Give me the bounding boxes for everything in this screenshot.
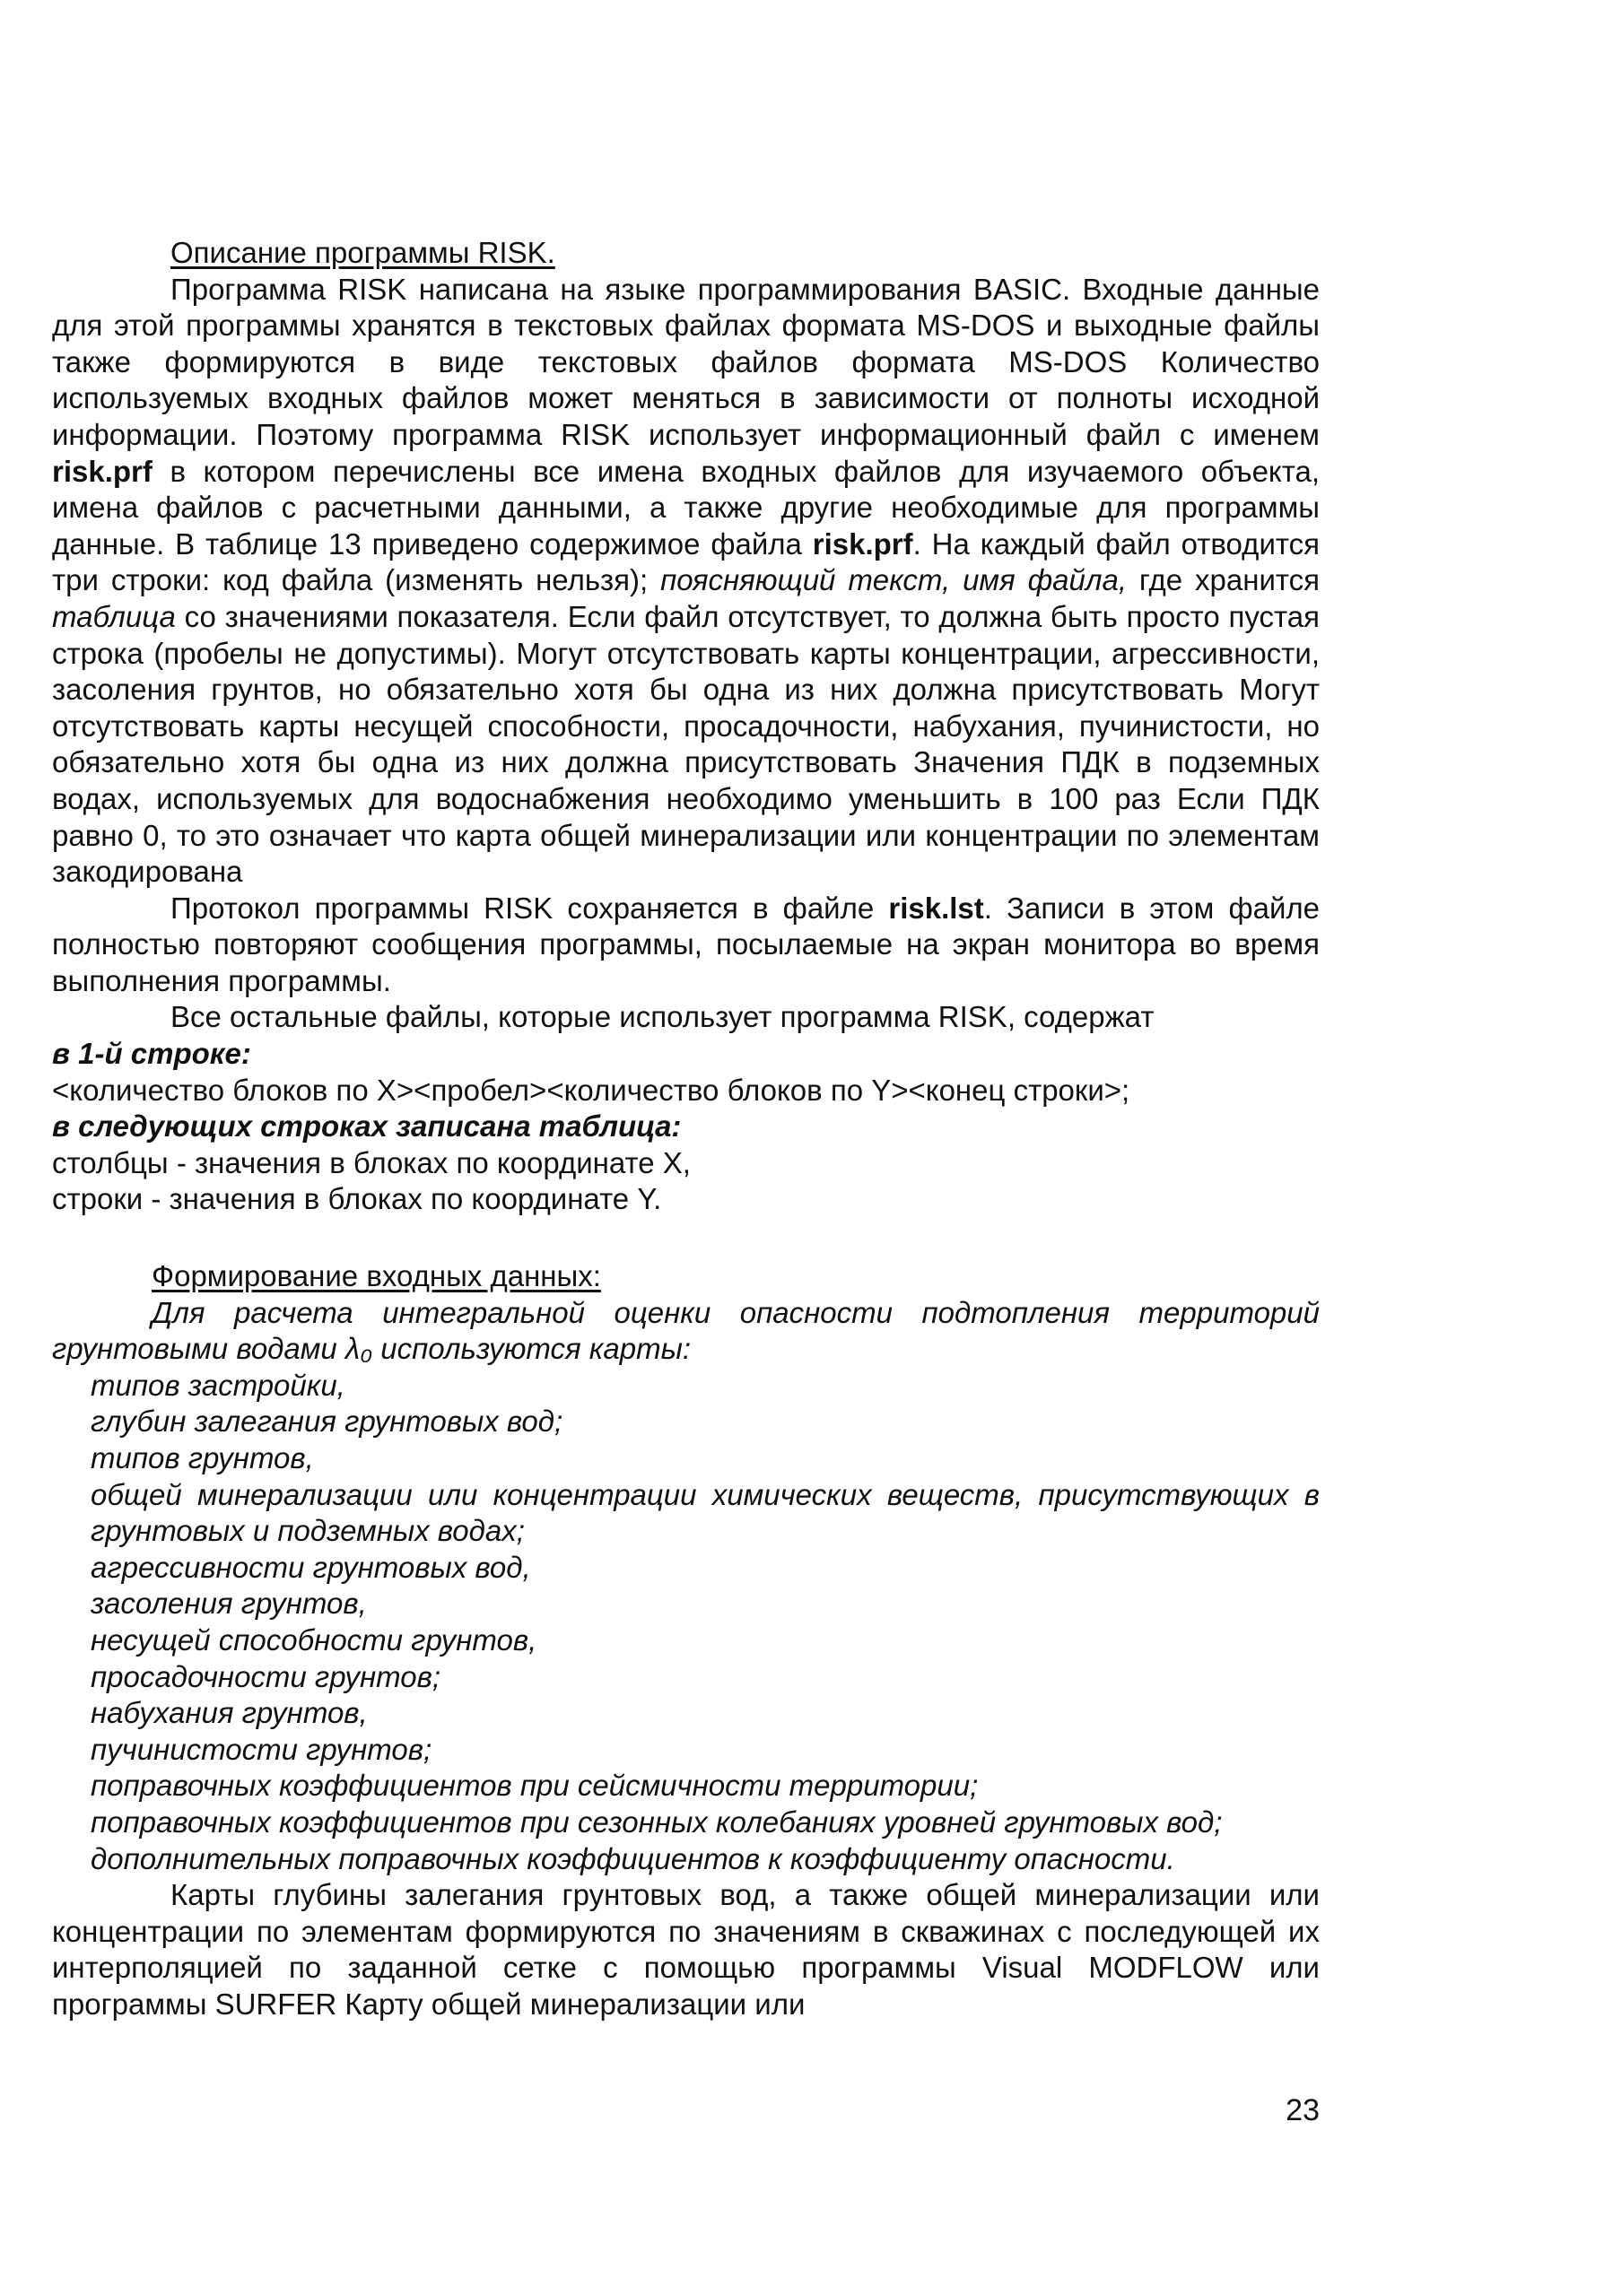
next-lines-label: в следующих строках записана таблица: <box>52 1109 682 1144</box>
section-gap <box>52 1218 1320 1258</box>
text-run: со значениями показателя. Если файл отсутствует, то должна быть просто пустая строка (пробелы не допустимы). Могут отсутствовать карты концентрации, агрессивности, засоления грунтов, но обязательно хотя бы одна из них должна присутствовать Могут отсутствовать карты несущей способности, просадочности, набухания, пучинистости, но обязательно хотя бы одна из них должна присутствовать Значения ПДК в подземных водах, используемых для водоснабжения необходимо уменьшить в 100 раз Если ПДК равно 0, то это означает что карта общей минерализации или концентрации по элементам закодирована <box>52 599 1320 889</box>
text-run: в котором перечислены все имена входных файлов для изучаемого объекта, имена файлов с расчетными данными, а также другие необходимые для программы данные. В таблице 13 приведено содержимое файла <box>52 454 1320 561</box>
text-run: . Записи в этом файле полностью повторяют сообщения программы, посылаемые на экран монитора во время выполнения программы. <box>52 891 1320 997</box>
list-item: несущей способности грунтов, <box>91 1622 537 1657</box>
maps-intro: Для расчета интегральной оценки опасности подтопления территорий грунтовыми водами λ₀ используются карты: <box>52 1295 1320 1366</box>
first-line-format: <количество блоков по X><пробел><количество блоков по Y><конец строки>; <box>52 1073 1130 1107</box>
list-item: поправочных коэффициентов при сейсмичности территории; <box>91 1769 979 1803</box>
italic-text-run: поясняющий текст, имя файла, <box>660 563 1128 597</box>
list-item: пучинистости грунтов; <box>91 1732 432 1766</box>
maps-list <box>52 1368 1320 1877</box>
list-item: типов грунтов, <box>91 1441 314 1474</box>
list-item: набухания грунтов, <box>91 1696 368 1730</box>
section-heading-risk: Описание программы RISK. <box>170 236 555 269</box>
paragraph-other-files: Все остальные файлы, которые использует программа RISK, содержат <box>170 1000 1155 1034</box>
italic-text-run: таблица <box>52 599 176 633</box>
list-item: дополнительных поправочных коэффициентов к коэффициенту опасности. <box>91 1841 1175 1875</box>
columns-description: столбцы - значения в блоках по координате X, <box>52 1145 691 1179</box>
text-run: Программа RISK написана на языке программирования BASIC. Входные данные для этой программы хранятся в текстовых файлах формата MS-DOS и выходные файлы также формируются в виде текстовых файлов формата MS-DOS Количество используемых входных файлов может меняться в зависимости от полноты исходной информации. Поэтому программа RISK использует информационный файл с именем <box>52 272 1320 451</box>
filename-risk-prf: risk.prf <box>52 454 153 488</box>
list-item: типов застройки, <box>91 1368 345 1402</box>
list-item: засоления грунтов, <box>91 1587 367 1621</box>
text-run: где хранится <box>1127 563 1320 597</box>
section-heading-input-data: Формирование входных данных: <box>152 1259 601 1293</box>
text-run: . На каждый файл отводится три строки: код файла (изменять нельзя); <box>52 526 1320 597</box>
text-run: Протокол программы RISK сохраняется в файле <box>170 891 889 925</box>
paragraph-risk-description <box>52 272 1320 891</box>
list-item: просадочности грунтов; <box>91 1659 440 1693</box>
paragraph-protocol <box>52 891 1320 1000</box>
paragraph-maps-formation: Карты глубины залегания грунтовых вод, а также общей минерализации или концентрации по элементам формируются по значениям в скважинах с последующей их интерполяцией по заданной сетке с помощью программы Visual MODFLOW или программы SURFER Карту общей минерализации или <box>52 1878 1320 2021</box>
page-number: 23 <box>1286 2093 1320 2127</box>
list-item: агрессивности грунтовых вод, <box>91 1550 531 1584</box>
list-item: глубин залегания грунтовых вод; <box>91 1405 563 1439</box>
list-item: поправочных коэффициентов при сезонных колебаниях уровней грунтовых вод; <box>91 1805 1223 1839</box>
list-item: общей минерализации или концентрации химических веществ, присутствующих в грунтовых и подземных водах; <box>91 1477 1320 1548</box>
document-page <box>52 235 1320 2023</box>
first-line-label: в 1-й строке: <box>52 1037 251 1071</box>
filename-risk-lst: risk.lst <box>888 891 984 925</box>
filename-risk-prf: risk.prf <box>812 526 913 561</box>
rows-description: строки - значения в блоках по координате Y. <box>52 1182 662 1216</box>
